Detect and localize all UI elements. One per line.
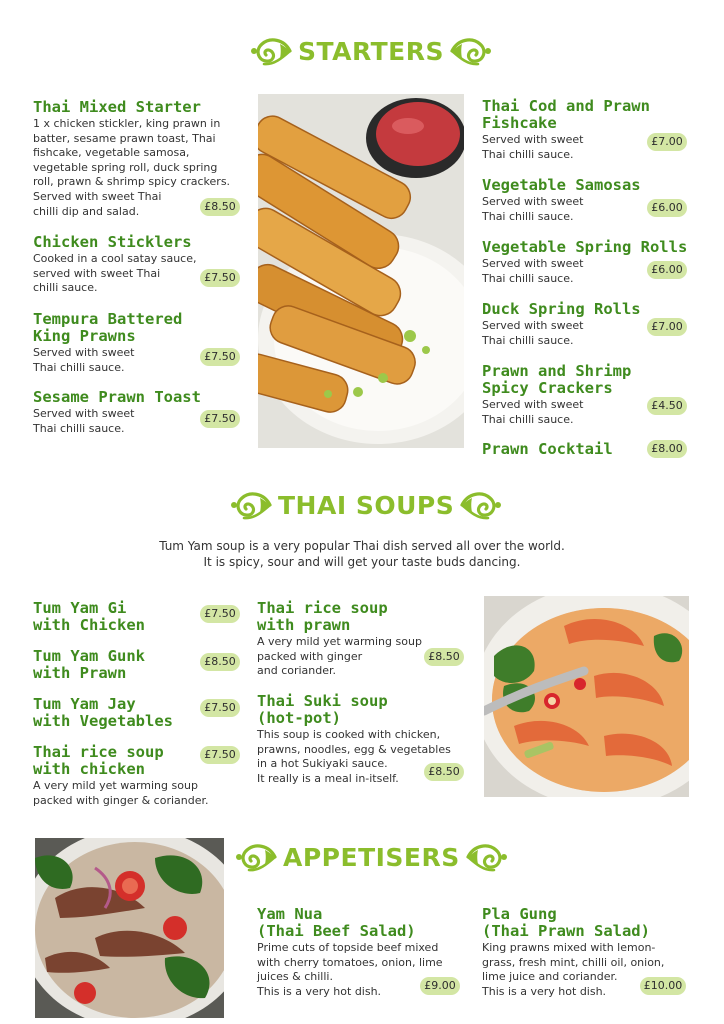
item-desc: Cooked in a cool satay sauce, served with sweet Thai chilli sauce. [33, 252, 197, 295]
price-badge: £7.50 [200, 348, 240, 366]
item-desc: Prime cuts of topside beef mixed with cherry tomatoes, onion, lime juices & chilli. This is a very hot dish. [257, 941, 443, 998]
item-desc: Served with sweet Thai chilli sauce. [482, 257, 584, 285]
leaf-ornament-icon [235, 842, 277, 872]
price-badge: £7.50 [200, 699, 240, 717]
soups-title: THAI SOUPS [278, 490, 455, 520]
price-badge: £6.00 [647, 199, 687, 217]
beef-salad-photo [35, 838, 224, 1018]
appetisers-title: APPETISERS [283, 842, 460, 872]
item-title: Thai Suki soup (hot-pot) [257, 692, 388, 727]
item-title: Thai Cod and Prawn Fishcake [482, 97, 650, 132]
item-desc: Served with sweet Thai chilli sauce. [33, 407, 135, 435]
price-badge: £10.00 [640, 977, 686, 995]
price-badge: £6.00 [647, 261, 687, 279]
starters-title: STARTERS [298, 36, 444, 66]
item-desc: Served with sweet Thai chilli sauce. [482, 133, 584, 161]
item-desc: Served with sweet Thai chilli sauce. [482, 398, 584, 426]
item-title: Tum Yam Jay with Vegetables [33, 695, 173, 730]
menu-item [482, 98, 702, 162]
item-title: Thai rice soup with chicken [33, 743, 164, 778]
item-title: Prawn and Shrimp Spicy Crackers [482, 362, 632, 397]
menu-item [257, 600, 477, 679]
item-title: Vegetable Spring Rolls [482, 238, 688, 256]
appetisers-heading [235, 842, 508, 872]
price-badge: £8.00 [647, 440, 687, 458]
item-desc: Served with sweet Thai chilli sauce. [482, 195, 584, 223]
item-title: Tum Yam Gi with Chicken [33, 599, 145, 634]
leaf-ornament-icon [230, 490, 272, 520]
leaf-ornament-icon [466, 842, 508, 872]
price-badge: £8.50 [424, 648, 464, 666]
price-badge: £8.50 [424, 763, 464, 781]
menu-item [482, 363, 702, 427]
item-title: Tempura Battered King Prawns [33, 310, 183, 345]
price-badge: £8.50 [200, 198, 240, 216]
item-title: Thai Mixed Starter [33, 98, 201, 116]
tom-yum-soup-photo [484, 596, 689, 797]
item-title: Prawn Cocktail [482, 440, 613, 458]
starters-heading [250, 36, 492, 66]
price-badge: £7.50 [200, 269, 240, 287]
price-badge: £7.50 [200, 410, 240, 428]
item-desc: A very mild yet warming soup packed with ginger and coriander. [257, 635, 422, 678]
item-desc: 1 x chicken stickler, king prawn in batter, sesame prawn toast, Thai fishcake, vegetable samosa, vegetable spring roll, duck spring roll, prawn & shrimp spicy crackers. Served with sweet Thai chilli dip and salad. [33, 117, 231, 218]
item-desc: Served with sweet Thai chilli sauce. [33, 346, 135, 374]
leaf-ornament-icon [450, 36, 492, 66]
item-title: Chicken Sticklers [33, 233, 192, 251]
item-title: Vegetable Samosas [482, 176, 641, 194]
item-desc: Served with sweet Thai chilli sauce. [482, 319, 584, 347]
item-desc: King prawns mixed with lemon- grass, fresh mint, chilli oil, onion, lime juice and coriander. This is a very hot dish. [482, 941, 665, 998]
price-badge: £8.50 [200, 653, 240, 671]
soups-heading [230, 490, 502, 520]
price-badge: £9.00 [420, 977, 460, 995]
price-badge: £4.50 [647, 397, 687, 415]
item-title: Sesame Prawn Toast [33, 388, 201, 406]
item-title: Tum Yam Gunk with Prawn [33, 647, 145, 682]
item-title: Duck Spring Rolls [482, 300, 641, 318]
price-badge: £7.50 [200, 605, 240, 623]
soups-intro: Tum Yam soup is a very popular Thai dish served all over the world. It is spicy, sour and will get your taste buds dancing. [159, 539, 565, 569]
item-title: Thai rice soup with prawn [257, 599, 388, 634]
leaf-ornament-icon [250, 36, 292, 66]
price-badge: £7.00 [647, 318, 687, 336]
spring-rolls-photo [258, 94, 464, 448]
price-badge: £7.00 [647, 133, 687, 151]
price-badge: £7.50 [200, 746, 240, 764]
item-title: Pla Gung (Thai Prawn Salad) [482, 905, 650, 940]
leaf-ornament-icon [460, 490, 502, 520]
item-desc: This soup is cooked with chicken, prawns, noodles, egg & vegetables in a hot Sukiyaki sauce. It really is a meal in-itself. [257, 728, 451, 785]
item-title: Yam Nua (Thai Beef Salad) [257, 905, 416, 940]
item-desc: A very mild yet warming soup packed with ginger & coriander. [33, 779, 209, 807]
